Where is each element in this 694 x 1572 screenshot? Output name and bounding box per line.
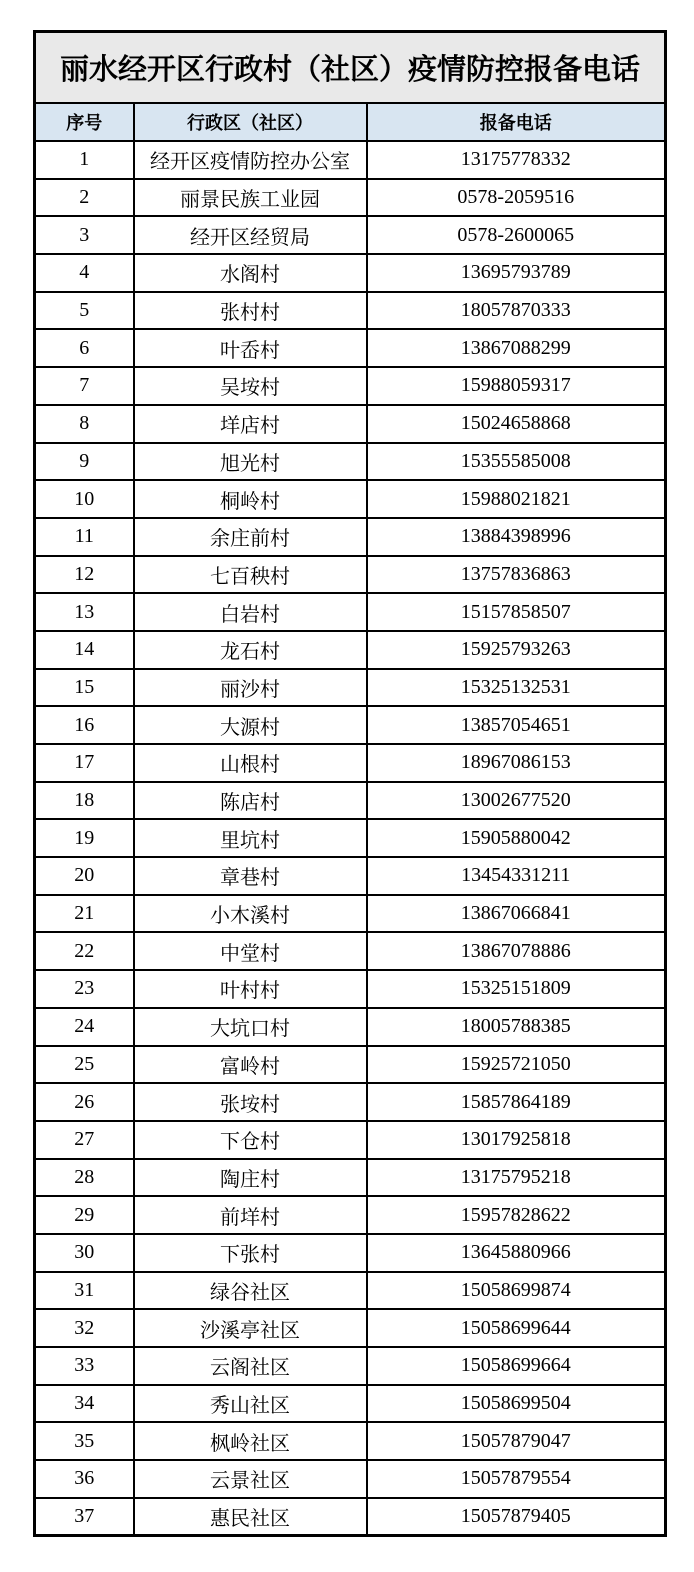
table-row (35, 1083, 666, 1121)
table-row (35, 1385, 666, 1423)
phone-number-cell: 15325151809 (367, 970, 666, 1008)
table-head (35, 32, 666, 142)
district-name-cell: 丽景民族工业园 (134, 179, 367, 217)
district-name-cell: 垟店村 (134, 405, 367, 443)
table-row (35, 819, 666, 857)
phone-number-cell: 18967086153 (367, 744, 666, 782)
row-number-cell: 26 (35, 1083, 134, 1121)
district-name-cell: 陶庄村 (134, 1159, 367, 1197)
row-number-cell: 25 (35, 1046, 134, 1084)
table-row (35, 706, 666, 744)
district-name-cell: 山根村 (134, 744, 367, 782)
district-name-cell: 秀山社区 (134, 1385, 367, 1423)
district-name-cell: 云景社区 (134, 1460, 367, 1498)
row-number-cell: 6 (35, 329, 134, 367)
district-name-cell: 叶村村 (134, 970, 367, 1008)
table-row (35, 669, 666, 707)
row-number-cell: 4 (35, 254, 134, 292)
table-row (35, 1008, 666, 1046)
table-row (35, 895, 666, 933)
row-number-cell: 29 (35, 1196, 134, 1234)
row-number-cell: 18 (35, 782, 134, 820)
district-name-cell: 惠民社区 (134, 1498, 367, 1536)
district-name-cell: 下仓村 (134, 1121, 367, 1159)
table-row (35, 1309, 666, 1347)
report-table (33, 30, 667, 1537)
row-number-cell: 7 (35, 367, 134, 405)
district-name-cell: 白岩村 (134, 593, 367, 631)
table-row (35, 1121, 666, 1159)
district-name-cell: 张村村 (134, 292, 367, 330)
table-row (35, 744, 666, 782)
phone-number-cell: 13867078886 (367, 932, 666, 970)
row-number-cell: 34 (35, 1385, 134, 1423)
district-name-cell: 桐岭村 (134, 480, 367, 518)
district-name-cell: 里坑村 (134, 819, 367, 857)
row-number-cell: 35 (35, 1422, 134, 1460)
row-number-cell: 21 (35, 895, 134, 933)
district-name-cell: 余庄前村 (134, 518, 367, 556)
row-number-cell: 15 (35, 669, 134, 707)
row-number-cell: 17 (35, 744, 134, 782)
row-number-cell: 33 (35, 1347, 134, 1385)
table-body (35, 141, 666, 1535)
phone-number-cell: 15157858507 (367, 593, 666, 631)
phone-number-cell: 15957828622 (367, 1196, 666, 1234)
phone-number-cell: 13695793789 (367, 254, 666, 292)
row-number-cell: 19 (35, 819, 134, 857)
phone-number-cell: 0578-2600065 (367, 216, 666, 254)
table-row (35, 254, 666, 292)
row-number-cell: 2 (35, 179, 134, 217)
phone-number-cell: 18005788385 (367, 1008, 666, 1046)
phone-number-cell: 13857054651 (367, 706, 666, 744)
table-row (35, 443, 666, 481)
row-number-cell: 24 (35, 1008, 134, 1046)
row-number-cell: 14 (35, 631, 134, 669)
phone-number-cell: 15057879047 (367, 1422, 666, 1460)
table-row (35, 367, 666, 405)
row-number-cell: 31 (35, 1272, 134, 1310)
row-number-cell: 37 (35, 1498, 134, 1536)
district-name-cell: 富岭村 (134, 1046, 367, 1084)
row-number-cell: 22 (35, 932, 134, 970)
table-row (35, 1196, 666, 1234)
table-row (35, 329, 666, 367)
row-number-cell: 20 (35, 857, 134, 895)
row-number-cell: 32 (35, 1309, 134, 1347)
phone-number-cell: 15925721050 (367, 1046, 666, 1084)
row-number-cell: 5 (35, 292, 134, 330)
table-row (35, 556, 666, 594)
table-row (35, 782, 666, 820)
phone-number-cell: 15057879405 (367, 1498, 666, 1536)
table-row (35, 1422, 666, 1460)
district-name-cell: 丽沙村 (134, 669, 367, 707)
table-row (35, 631, 666, 669)
district-name-cell: 章巷村 (134, 857, 367, 895)
district-name-cell: 大源村 (134, 706, 367, 744)
column-header-serial: 序号 (35, 103, 134, 141)
phone-number-cell: 15058699664 (367, 1347, 666, 1385)
table-row (35, 292, 666, 330)
phone-number-cell: 0578-2059516 (367, 179, 666, 217)
phone-number-cell: 15925793263 (367, 631, 666, 669)
district-name-cell: 张垵村 (134, 1083, 367, 1121)
phone-number-cell: 13002677520 (367, 782, 666, 820)
district-name-cell: 叶岙村 (134, 329, 367, 367)
table-row (35, 970, 666, 1008)
table-row (35, 179, 666, 217)
table-row (35, 1498, 666, 1536)
phone-number-cell: 15058699644 (367, 1309, 666, 1347)
district-name-cell: 沙溪亭社区 (134, 1309, 367, 1347)
row-number-cell: 28 (35, 1159, 134, 1197)
phone-number-cell: 13645880966 (367, 1234, 666, 1272)
phone-number-cell: 15057879554 (367, 1460, 666, 1498)
row-number-cell: 3 (35, 216, 134, 254)
district-name-cell: 大坑口村 (134, 1008, 367, 1046)
row-number-cell: 36 (35, 1460, 134, 1498)
table-row (35, 216, 666, 254)
title-row (35, 32, 666, 104)
district-name-cell: 中堂村 (134, 932, 367, 970)
district-name-cell: 七百秧村 (134, 556, 367, 594)
table-row (35, 141, 666, 179)
phone-number-cell: 15988021821 (367, 480, 666, 518)
row-number-cell: 8 (35, 405, 134, 443)
phone-number-cell: 18057870333 (367, 292, 666, 330)
phone-number-cell: 15905880042 (367, 819, 666, 857)
table-row (35, 405, 666, 443)
row-number-cell: 1 (35, 141, 134, 179)
phone-number-cell: 15024658868 (367, 405, 666, 443)
row-number-cell: 16 (35, 706, 134, 744)
row-number-cell: 13 (35, 593, 134, 631)
district-name-cell: 吴垵村 (134, 367, 367, 405)
table-row (35, 1159, 666, 1197)
table-row (35, 857, 666, 895)
district-name-cell: 水阁村 (134, 254, 367, 292)
table-row (35, 480, 666, 518)
row-number-cell: 9 (35, 443, 134, 481)
table-row (35, 932, 666, 970)
row-number-cell: 30 (35, 1234, 134, 1272)
phone-number-cell: 13454331211 (367, 857, 666, 895)
table-row (35, 1460, 666, 1498)
phone-number-cell: 15058699874 (367, 1272, 666, 1310)
phone-number-cell: 13867088299 (367, 329, 666, 367)
column-header-phone: 报备电话 (367, 103, 666, 141)
phone-number-cell: 15058699504 (367, 1385, 666, 1423)
district-name-cell: 龙石村 (134, 631, 367, 669)
phone-number-cell: 15857864189 (367, 1083, 666, 1121)
phone-number-cell: 13175795218 (367, 1159, 666, 1197)
row-number-cell: 12 (35, 556, 134, 594)
phone-number-cell: 13017925818 (367, 1121, 666, 1159)
phone-number-cell: 13175778332 (367, 141, 666, 179)
district-name-cell: 下张村 (134, 1234, 367, 1272)
column-header-row (35, 103, 666, 141)
row-number-cell: 10 (35, 480, 134, 518)
table-row (35, 518, 666, 556)
row-number-cell: 27 (35, 1121, 134, 1159)
phone-number-cell: 13757836863 (367, 556, 666, 594)
phone-number-cell: 13867066841 (367, 895, 666, 933)
district-name-cell: 枫岭社区 (134, 1422, 367, 1460)
table-title: 丽水经开区行政村（社区）疫情防控报备电话 (35, 32, 666, 104)
phone-number-cell: 15325132531 (367, 669, 666, 707)
table-row (35, 1347, 666, 1385)
phone-number-cell: 15355585008 (367, 443, 666, 481)
district-name-cell: 经开区经贸局 (134, 216, 367, 254)
district-name-cell: 经开区疫情防控办公室 (134, 141, 367, 179)
district-name-cell: 小木溪村 (134, 895, 367, 933)
table-row (35, 1234, 666, 1272)
district-name-cell: 绿谷社区 (134, 1272, 367, 1310)
phone-number-cell: 15988059317 (367, 367, 666, 405)
district-name-cell: 前垟村 (134, 1196, 367, 1234)
table-row (35, 1046, 666, 1084)
district-name-cell: 旭光村 (134, 443, 367, 481)
row-number-cell: 23 (35, 970, 134, 1008)
district-name-cell: 云阁社区 (134, 1347, 367, 1385)
column-header-district: 行政区（社区） (134, 103, 367, 141)
table-row (35, 1272, 666, 1310)
table-row (35, 593, 666, 631)
row-number-cell: 11 (35, 518, 134, 556)
district-name-cell: 陈店村 (134, 782, 367, 820)
phone-number-cell: 13884398996 (367, 518, 666, 556)
